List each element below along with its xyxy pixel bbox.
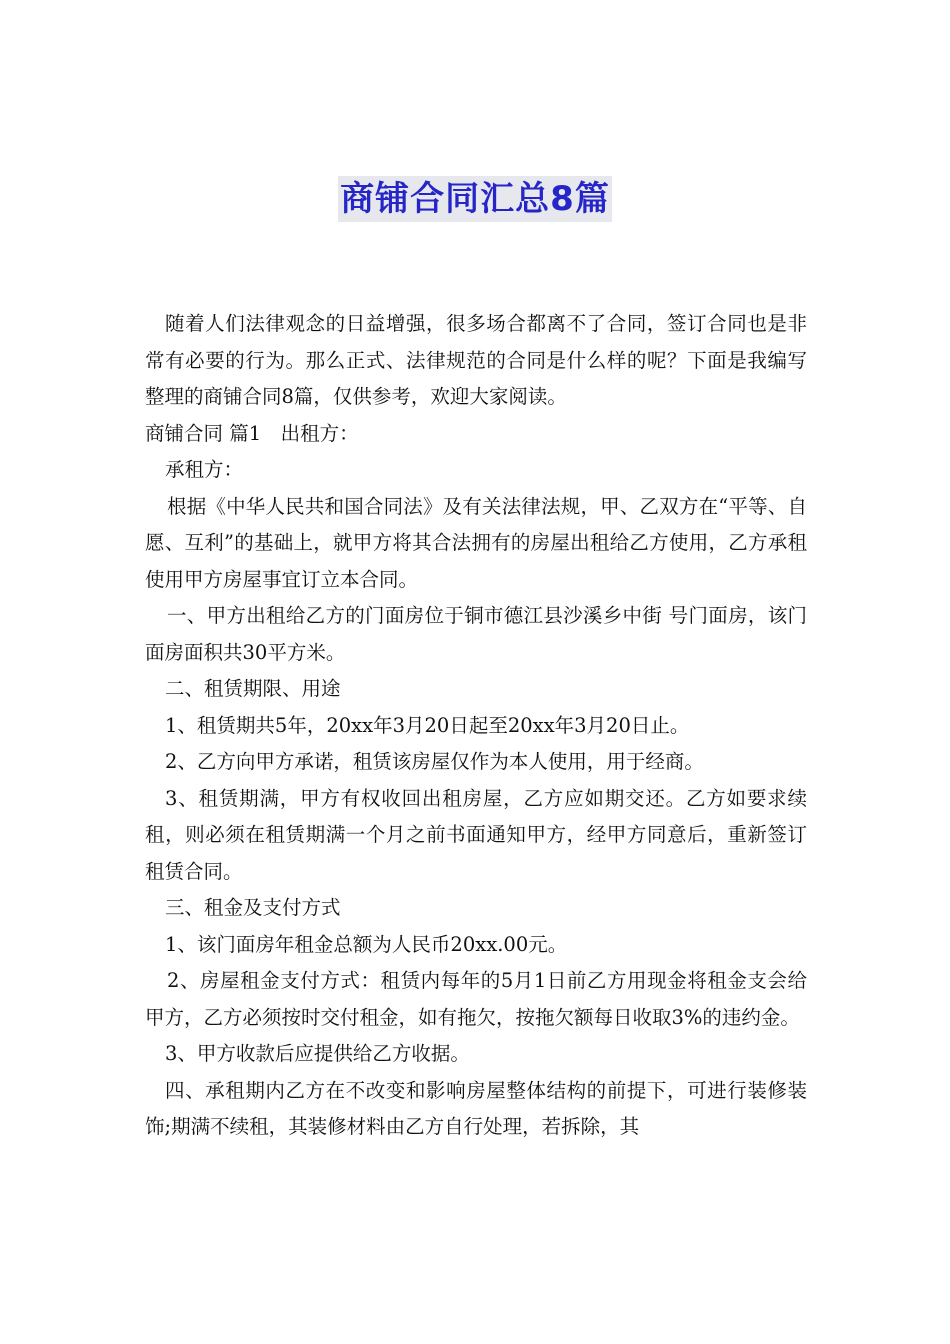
document-title: 商铺合同汇总8篇 [338, 176, 612, 222]
document-body [145, 306, 807, 1146]
paragraph-clause-2-1: 1、租赁期共5年，20xx年3月20日起至20xx年3月20日止。 [165, 713, 690, 737]
paragraph-lessee: 承租方： [165, 458, 244, 481]
paragraph-clause-3-3: 3、甲方收款后应提供给乙方收据。 [165, 1042, 470, 1065]
paragraph-clause-3-heading: 三、租金及支付方式 [165, 896, 341, 919]
paragraph-clause-2-3: 3、租赁期满，甲方有权收回出租房屋，乙方应如期交还。乙方如要求续租，则必须在租赁期满一个月之前书面通知甲方，经甲方同意后，重新签订租赁合同。 [145, 786, 807, 883]
paragraph-contract-heading: 商铺合同 篇1 出租方： [145, 421, 359, 445]
paragraph-clause-4: 四、承租期内乙方在不改变和影响房屋整体结构的前提下，可进行装修装饰;期满不续租，其装修材料由乙方自行处理，若拆除，其 [145, 1078, 807, 1138]
paragraph-clause-2-2: 2、乙方向甲方承诺，租赁该房屋仅作为本人使用，用于经商。 [165, 750, 704, 773]
title-container [0, 176, 950, 222]
paragraph-basis: 根据《中华人民共和国合同法》及有关法律法规，甲、乙双方在“平等、自愿、互利”的基础上，就甲方将其合法拥有的房屋出租给乙方使用，乙方承租使用甲方房屋事宜订立本合同。 [145, 494, 807, 591]
paragraph-intro: 随着人们法律观念的日益增强，很多场合都离不了合同，签订合同也是非常有必要的行为。那么正式、法律规范的合同是什么样的呢？下面是我编写整理的商铺合同8篇，仅供参考，欢迎大家阅读。 [145, 312, 807, 408]
paragraph-clause-2-heading: 二、租赁期限、用途 [165, 677, 341, 700]
paragraph-clause-1: 一、甲方出租给乙方的门面房位于铜市德江县沙溪乡中街 号门面房，该门面房面积共30平方米。 [145, 604, 807, 664]
paragraph-clause-3-2: 2、房屋租金支付方式：租赁内每年的5月1日前乙方用现金将租金支会给甲方，乙方必须按时交付租金，如有拖欠，按拖欠额每日收取3%的违约金。 [145, 969, 807, 1029]
paragraph-clause-3-1: 1、该门面房年租金总额为人民币20xx.00元。 [165, 932, 568, 956]
